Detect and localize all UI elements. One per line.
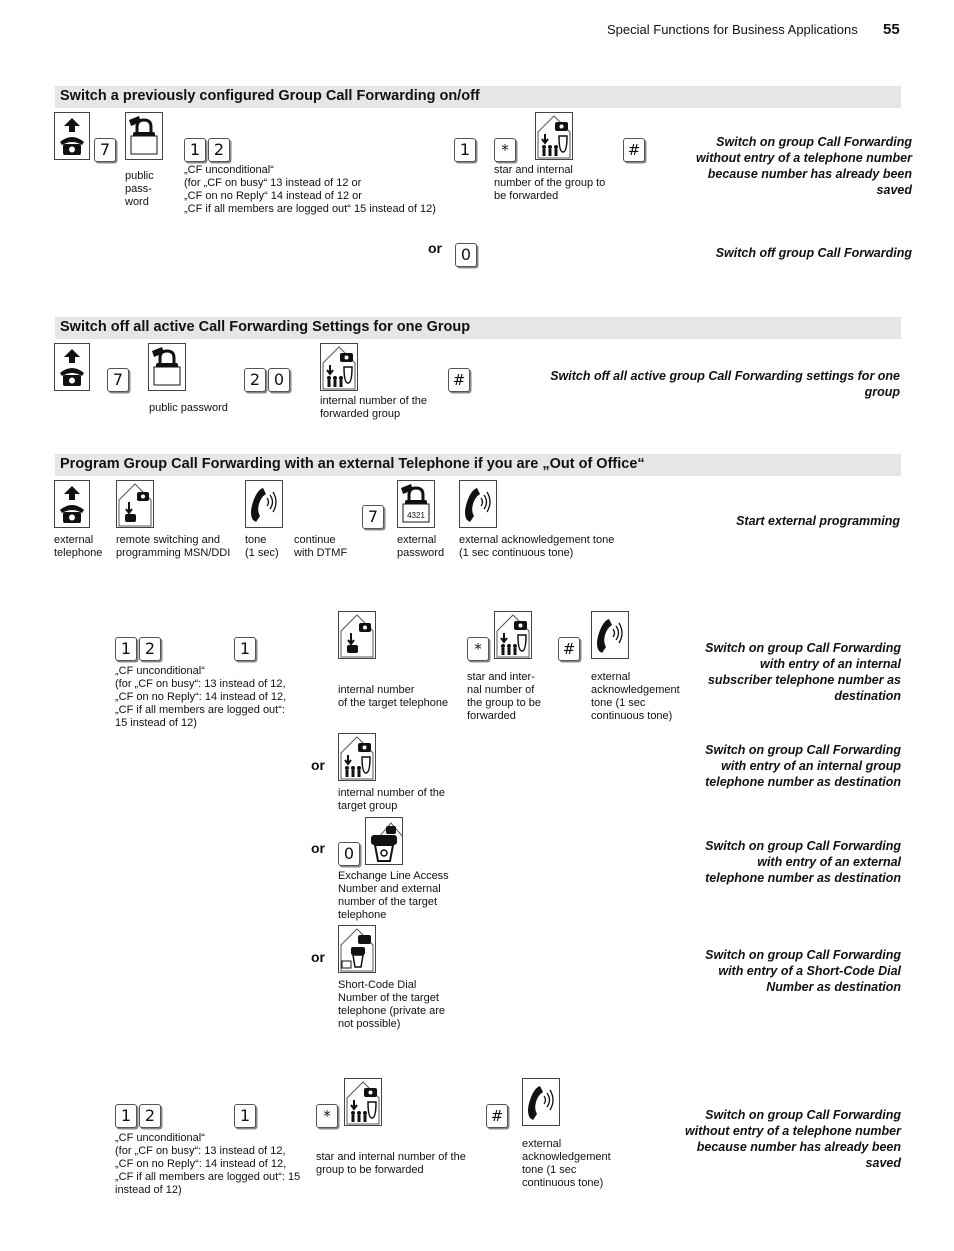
key-7: 7 <box>362 505 384 529</box>
house-group-icon <box>344 1078 382 1126</box>
key-hash: # <box>623 138 645 162</box>
lift-receiver-icon <box>54 112 90 160</box>
or-label: or <box>311 757 325 773</box>
section-heading-bar <box>55 454 901 476</box>
tone-icon <box>245 480 283 528</box>
key-1: 1 <box>454 138 476 162</box>
caption-ack-tone: external acknowledgement tone (1 sec continuous tone) <box>522 1138 611 1189</box>
key-1: 1 <box>115 1104 137 1128</box>
house-group-icon <box>494 611 532 659</box>
key-hash: # <box>486 1104 508 1128</box>
key-hash: # <box>448 368 470 392</box>
house-phone-icon <box>116 480 154 528</box>
description-short-code: Switch on group Call Forwarding with entry of a Short-Code Dial Number as destination <box>705 948 901 994</box>
house-group-icon <box>535 112 573 160</box>
section-title: Switch a previously configured Group Call Forwarding on/off <box>60 88 480 104</box>
password-icon <box>125 112 163 160</box>
key-2: 2 <box>139 1104 161 1128</box>
key-1: 1 <box>115 637 137 661</box>
key-0: 0 <box>455 243 477 267</box>
caption-external-password: external password <box>397 534 445 559</box>
acknowledgement-tone-icon <box>591 611 629 659</box>
key-star: * <box>494 138 516 162</box>
description-switch-off-all: Switch off all active group Call Forwarding settings for one group <box>550 369 900 399</box>
description-internal-subscriber: Switch on group Call Forwarding with entry of an internal subscriber telephone number as destination <box>705 641 901 703</box>
house-group-icon <box>320 343 358 391</box>
password-number: 4321 <box>407 511 425 520</box>
caption-group: star and inter- nal number of the group to be forwarded <box>467 671 542 722</box>
caption-group: star and internal number of the group to be forwarded <box>494 164 606 202</box>
password-icon <box>397 480 435 528</box>
key-1: 1 <box>234 637 256 661</box>
or-label: or <box>311 840 325 856</box>
caption-exchange-line: Exchange Line Access Number and external number of the target telephone <box>338 870 449 921</box>
acknowledgement-tone-icon <box>522 1078 560 1126</box>
lift-receiver-icon <box>54 343 90 391</box>
section-heading-bar <box>55 86 901 108</box>
section-title: Switch off all active Call Forwarding Settings for one Group <box>60 319 471 335</box>
or-label: or <box>428 240 442 256</box>
running-header: Special Functions for Business Applications <box>607 22 858 37</box>
description-start-external: Start external programming <box>736 514 900 528</box>
key-2: 2 <box>244 368 266 392</box>
key-2: 2 <box>139 637 161 661</box>
description-external-number: Switch on group Call Forwarding with entry of an external telephone number as destination <box>705 839 901 885</box>
key-0: 0 <box>338 842 360 866</box>
caption-group: internal number of the forwarded group <box>320 395 428 420</box>
house-phone-icon <box>338 611 376 659</box>
or-label: or <box>311 949 325 965</box>
caption-group: star and internal number of the group to be forwarded <box>316 1151 466 1176</box>
caption-public-password: public pass- word <box>125 170 154 208</box>
caption-target-telephone: internal number of the target telephone <box>338 684 449 709</box>
house-shortcode-icon <box>338 925 376 973</box>
caption-remote-switching: remote switching and programming MSN/DDI <box>116 534 231 559</box>
caption-external-telephone: external telephone <box>54 534 103 559</box>
caption-short-code: Short-Code Dial Number of the target telephone (private are not possible) <box>338 979 446 1030</box>
caption-cf-codes: „CF unconditional“ (for „CF on busy“: 13 instead of 12, „CF on no Reply“: 14 instead of 12, „CF if all members are logged out“: 15 instead of 12) <box>115 1132 301 1196</box>
caption-cf-codes: „CF unconditional“ (for „CF on busy“ 13 instead of 12 or „CF on no Reply“ 14 instead of 12 or „CF if all members are logged out“ 15 instead of 12) <box>184 164 436 215</box>
section-heading-bar <box>55 317 901 339</box>
caption-tone: tone (1 sec) <box>245 534 279 559</box>
key-star: * <box>316 1104 338 1128</box>
acknowledgement-tone-icon <box>459 480 497 528</box>
key-0: 0 <box>268 368 290 392</box>
description-switch-on: Switch on group Call Forwarding without entry of a telephone number because number has already been saved <box>696 135 912 197</box>
lift-receiver-icon <box>54 480 90 528</box>
description-switch-on-saved: Switch on group Call Forwarding without entry of a telephone number because number has already been saved <box>685 1108 901 1170</box>
key-7: 7 <box>107 368 129 392</box>
description-switch-off: Switch off group Call Forwarding <box>715 246 912 260</box>
caption-dtmf: continue with DTMF <box>294 534 348 559</box>
key-2: 2 <box>208 138 230 162</box>
caption-target-group: internal number of the target group <box>338 787 446 812</box>
caption-cf-codes: „CF unconditional“ (for „CF on busy“: 13 instead of 12, „CF on no Reply“: 14 instead of 12, „CF if all members are logged out“: 15 instead of 12) <box>115 665 287 729</box>
key-1: 1 <box>234 1104 256 1128</box>
page-number: 55 <box>883 21 900 38</box>
description-internal-group: Switch on group Call Forwarding with entry of an internal group telephone number as destination <box>705 743 901 789</box>
caption-ack-tone: external acknowledgement tone (1 sec continuous tone) <box>591 671 680 722</box>
key-hash: # <box>558 637 580 661</box>
section-title: Program Group Call Forwarding with an external Telephone if you are „Out of Office“ <box>60 456 645 472</box>
key-1: 1 <box>184 138 206 162</box>
caption-public-password: public password <box>149 402 228 414</box>
house-external-icon <box>365 817 403 865</box>
key-7: 7 <box>94 138 116 162</box>
key-star: * <box>467 637 489 661</box>
caption-ack-tone: external acknowledgement tone (1 sec continuous tone) <box>459 534 615 559</box>
house-group-icon <box>338 733 376 781</box>
password-icon <box>148 343 186 391</box>
